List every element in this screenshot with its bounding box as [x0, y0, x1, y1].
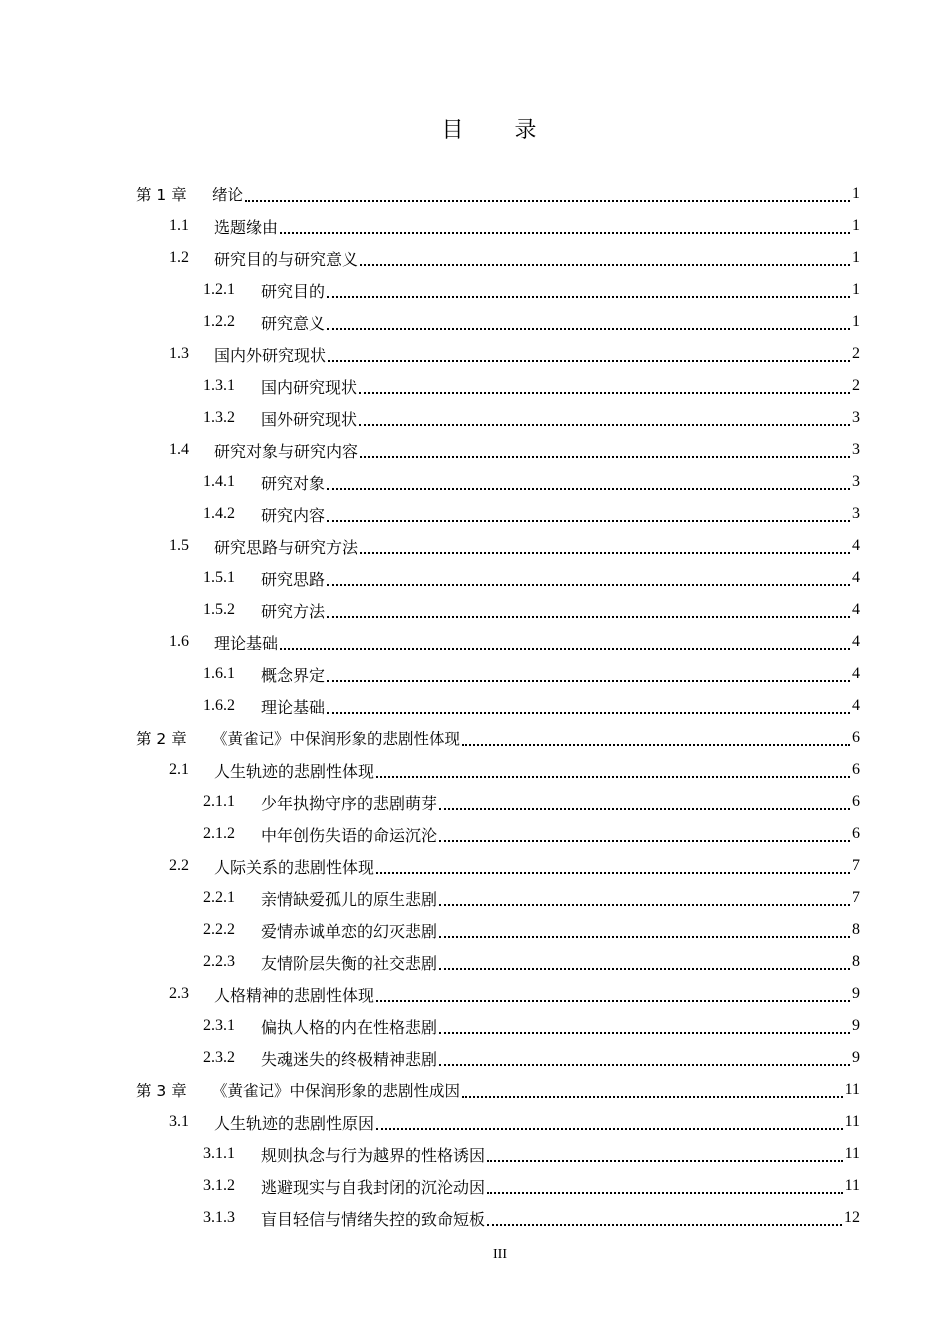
toc-dot-leader — [376, 1127, 843, 1130]
toc-entry-number: 3.1 — [169, 1113, 189, 1130]
toc-entry-page: 1 — [852, 281, 860, 298]
toc-entry-title: 研究方法 — [261, 603, 326, 621]
toc-entry-level-2[interactable] — [169, 626, 860, 658]
toc-entry-number: 2.2.1 — [203, 889, 235, 906]
toc-entry-page: 4 — [852, 569, 860, 586]
toc-entry-number: 2.1 — [169, 761, 189, 778]
toc-entry-page: 7 — [852, 857, 860, 874]
toc-entry-title: 偏执人格的内在性格悲剧 — [261, 1019, 438, 1037]
toc-dot-leader — [439, 1031, 850, 1034]
toc-entry-level-2[interactable] — [169, 754, 860, 786]
toc-entry-title: 少年执拗守序的悲剧萌芽 — [261, 795, 438, 813]
toc-entry-title: 友情阶层失衡的社交悲剧 — [261, 955, 438, 973]
toc-entry-title: 国外研究现状 — [261, 411, 358, 429]
toc-entry-number: 2.1.1 — [203, 793, 235, 810]
toc-entry-page: 4 — [852, 697, 860, 714]
toc-dot-leader — [439, 1063, 850, 1066]
toc-entry-title: 研究对象 — [261, 475, 326, 493]
toc-entry-page: 1 — [852, 217, 860, 234]
toc-entry-level-2[interactable] — [169, 434, 860, 466]
toc-entry-title: 中年创伤失语的命运沉沦 — [261, 827, 438, 845]
toc-entry-number: 1.2.1 — [203, 281, 235, 298]
toc-dot-leader — [327, 519, 850, 522]
toc-entry-title: 研究目的 — [261, 283, 326, 301]
toc-entry-level-2[interactable] — [169, 210, 860, 242]
toc-entry-number: 1.2.2 — [203, 313, 235, 330]
toc-entry-number: 1.1 — [169, 217, 189, 234]
toc-entry-page: 9 — [852, 1049, 860, 1066]
toc-entry-number: 1.4.1 — [203, 473, 235, 490]
toc-entry-number: 1.6.1 — [203, 665, 235, 682]
toc-dot-leader — [439, 807, 850, 810]
page-title: 目 录 — [441, 118, 559, 143]
toc-entry-number: 3.1.3 — [203, 1209, 235, 1226]
toc-entry-page: 11 — [844, 1177, 860, 1194]
toc-entry-page: 1 — [852, 185, 860, 202]
page-number-footer: III — [493, 1247, 507, 1262]
toc-entry-level-2[interactable] — [169, 242, 860, 274]
toc-entry-page: 3 — [852, 473, 860, 490]
toc-entry-number: 2.1.2 — [203, 825, 235, 842]
toc-entry-title: 绪论 — [212, 186, 244, 204]
toc-entry-page: 4 — [852, 633, 860, 650]
toc-dot-leader — [327, 583, 850, 586]
toc-entry-title: 人生轨迹的悲剧性体现 — [214, 763, 375, 781]
toc-entry-number: 1.5 — [169, 537, 189, 554]
toc-entry-level-3[interactable] — [203, 818, 860, 850]
toc-entry-page: 7 — [852, 889, 860, 906]
toc-dot-leader — [462, 1095, 843, 1098]
toc-entry-number: 2.2.2 — [203, 921, 235, 938]
toc-entry-title: 研究思路 — [261, 571, 326, 589]
toc-entry-title: 国内外研究现状 — [214, 347, 327, 365]
toc-entry-level-1[interactable] — [136, 1074, 860, 1106]
toc-entry-page: 4 — [852, 601, 860, 618]
toc-entry-level-3[interactable] — [203, 1042, 860, 1074]
toc-entry-number: 1.6.2 — [203, 697, 235, 714]
toc-dot-leader — [245, 199, 850, 202]
toc-dot-leader — [328, 359, 850, 362]
toc-entry-page: 6 — [852, 793, 860, 810]
toc-entry-page: 11 — [844, 1113, 860, 1130]
toc-entry-level-3[interactable] — [203, 786, 860, 818]
toc-entry-level-3[interactable] — [203, 562, 860, 594]
toc-entry-page: 1 — [852, 249, 860, 266]
toc-entry-level-2[interactable] — [169, 850, 860, 882]
toc-dot-leader — [280, 647, 850, 650]
toc-dot-leader — [359, 423, 850, 426]
toc-dot-leader — [439, 903, 850, 906]
toc-entry-number: 第 1 章 — [136, 186, 187, 204]
toc-entry-title: 爱情赤诚单恋的幻灭悲剧 — [261, 923, 438, 941]
toc-entry-number: 1.6 — [169, 633, 189, 650]
toc-entry-number: 1.5.1 — [203, 569, 235, 586]
toc-entry-level-2[interactable] — [169, 338, 860, 370]
toc-entry-page: 2 — [852, 377, 860, 394]
toc-entry-level-3[interactable] — [203, 594, 860, 626]
toc-entry-title: 《黄雀记》中保润形象的悲剧性体现 — [212, 730, 461, 748]
toc-entry-level-3[interactable] — [203, 306, 860, 338]
toc-entry-level-3[interactable] — [203, 1170, 860, 1202]
toc-dot-leader — [439, 839, 850, 842]
toc-entry-page: 4 — [852, 537, 860, 554]
toc-entry-title: 理论基础 — [261, 699, 326, 717]
toc-entry-level-3[interactable] — [203, 1202, 860, 1234]
toc-entry-page: 3 — [852, 505, 860, 522]
toc-entry-level-3[interactable] — [203, 466, 860, 498]
toc-entry-level-3[interactable] — [203, 1010, 860, 1042]
toc-dot-leader — [360, 551, 850, 554]
toc-entry-page: 11 — [844, 1145, 860, 1162]
toc-entry-page: 1 — [852, 313, 860, 330]
toc-entry-number: 1.2 — [169, 249, 189, 266]
toc-entry-page: 4 — [852, 665, 860, 682]
toc-dot-leader — [327, 615, 850, 618]
toc-dot-leader — [327, 711, 850, 714]
toc-entry-number: 1.5.2 — [203, 601, 235, 618]
toc-entry-title: 《黄雀记》中保润形象的悲剧性成因 — [212, 1082, 461, 1100]
toc-entry-title: 国内研究现状 — [261, 379, 358, 397]
toc-dot-leader — [360, 263, 850, 266]
toc-entry-title: 失魂迷失的终极精神悲剧 — [261, 1051, 438, 1069]
toc-entry-page: 12 — [844, 1209, 860, 1226]
toc-entry-number: 3.1.1 — [203, 1145, 235, 1162]
toc-entry-number: 1.4 — [169, 441, 189, 458]
toc-entry-level-2[interactable] — [169, 1106, 860, 1138]
toc-entry-page: 6 — [852, 761, 860, 778]
toc-entry-title: 理论基础 — [214, 635, 279, 653]
toc-entry-level-3[interactable] — [203, 370, 860, 402]
toc-entry-number: 1.3.2 — [203, 409, 235, 426]
toc-entry-page: 2 — [852, 345, 860, 362]
toc-dot-leader — [376, 871, 850, 874]
toc-entry-page: 6 — [852, 825, 860, 842]
toc-entry-page: 6 — [852, 729, 860, 746]
toc-entry-page: 3 — [852, 441, 860, 458]
toc-dot-leader — [360, 455, 850, 458]
toc-entry-level-3[interactable] — [203, 1138, 860, 1170]
toc-dot-leader — [327, 327, 850, 330]
toc-dot-leader — [439, 967, 850, 970]
toc-entry-number: 1.3.1 — [203, 377, 235, 394]
toc-entry-number: 2.3.2 — [203, 1049, 235, 1066]
toc-entry-number: 3.1.2 — [203, 1177, 235, 1194]
toc-entry-level-3[interactable] — [203, 914, 860, 946]
toc-entry-page: 8 — [852, 921, 860, 938]
toc-dot-leader — [439, 935, 850, 938]
toc-entry-page: 11 — [844, 1081, 860, 1098]
toc-entry-page: 9 — [852, 1017, 860, 1034]
toc-entry-title: 亲情缺爱孤儿的原生悲剧 — [261, 891, 438, 909]
toc-dot-leader — [487, 1159, 843, 1162]
toc-entry-number: 1.3 — [169, 345, 189, 362]
toc-entry-level-3[interactable] — [203, 882, 860, 914]
toc-entry-level-1[interactable] — [136, 722, 860, 754]
toc-dot-leader — [487, 1223, 842, 1226]
toc-entry-title: 研究思路与研究方法 — [214, 539, 359, 557]
toc-dot-leader — [327, 487, 850, 490]
toc-dot-leader — [462, 743, 850, 746]
toc-dot-leader — [327, 679, 850, 682]
toc-entry-number: 2.2.3 — [203, 953, 235, 970]
toc-entry-page: 3 — [852, 409, 860, 426]
toc-entry-title: 研究对象与研究内容 — [214, 443, 359, 461]
toc-entry-level-2[interactable] — [169, 978, 860, 1010]
toc-entry-title: 研究意义 — [261, 315, 326, 333]
toc-entry-level-1[interactable] — [136, 178, 860, 210]
toc-entry-level-3[interactable] — [203, 498, 860, 530]
toc-entry-title: 规则执念与行为越界的性格诱因 — [261, 1147, 486, 1165]
toc-entry-number: 2.3.1 — [203, 1017, 235, 1034]
toc-dot-leader — [376, 775, 850, 778]
toc-dot-leader — [487, 1191, 843, 1194]
toc-entry-number: 第 3 章 — [136, 1082, 187, 1100]
toc-entry-title: 人生轨迹的悲剧性原因 — [214, 1115, 375, 1133]
toc-entry-title: 选题缘由 — [214, 219, 279, 237]
toc-entry-title: 概念界定 — [261, 667, 326, 685]
toc-entry-title: 人际关系的悲剧性体现 — [214, 859, 375, 877]
toc-entry-level-3[interactable] — [203, 690, 860, 722]
toc-entry-title: 逃避现实与自我封闭的沉沦动因 — [261, 1179, 486, 1197]
toc-entry-title: 研究目的与研究意义 — [214, 251, 359, 269]
toc-entry-level-3[interactable] — [203, 402, 860, 434]
toc-entry-page: 8 — [852, 953, 860, 970]
toc-entry-title: 盲目轻信与情绪失控的致命短板 — [261, 1211, 486, 1229]
toc-entry-title: 人格精神的悲剧性体现 — [214, 987, 375, 1005]
toc-entry-level-3[interactable] — [203, 274, 860, 306]
toc-dot-leader — [280, 231, 850, 234]
toc-entry-level-3[interactable] — [203, 946, 860, 978]
toc-dot-leader — [376, 999, 850, 1002]
toc-entry-title: 研究内容 — [261, 507, 326, 525]
toc-entry-level-2[interactable] — [169, 530, 860, 562]
toc-entry-number: 2.3 — [169, 985, 189, 1002]
toc-dot-leader — [359, 391, 850, 394]
toc-entry-number: 1.4.2 — [203, 505, 235, 522]
toc-dot-leader — [327, 295, 850, 298]
toc-entry-number: 第 2 章 — [136, 730, 187, 748]
toc-entry-level-3[interactable] — [203, 658, 860, 690]
toc-entry-page: 9 — [852, 985, 860, 1002]
toc-entry-number: 2.2 — [169, 857, 189, 874]
